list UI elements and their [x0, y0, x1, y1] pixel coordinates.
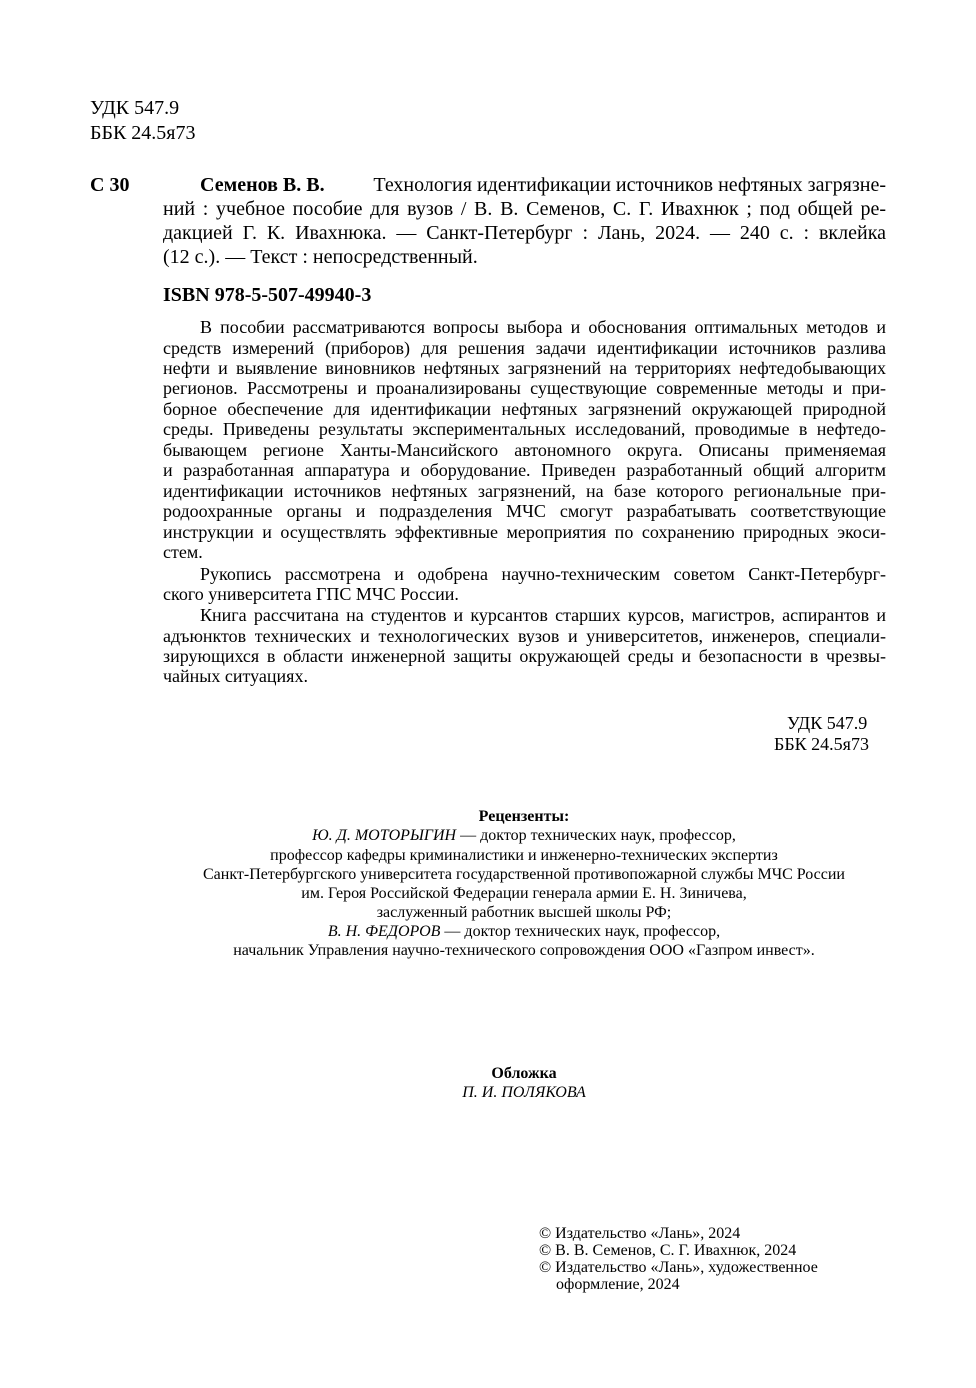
entry-author: Семенов В. В. — [200, 174, 325, 196]
abstract-line: В пособии рассматриваются вопросы выбора и обоснования оптимальных методов и — [200, 317, 886, 337]
entry-title-start: Технология идентификации источников нефтяных загрязне- — [373, 174, 886, 196]
reviewer-2-name: В. Н. ФЕДОРОВ — [327, 923, 441, 940]
abstract-line: средств измерений (приборов) для решения задачи идентификации источников разлива — [163, 338, 886, 358]
classification-udk: УДК 547.9 — [787, 713, 868, 733]
isbn: ISBN 978-5-507-49940-3 — [163, 284, 372, 306]
reviewers-heading: Рецензенты: — [478, 808, 570, 825]
reviewer-2-line: начальник Управления научно-технического сопровождения ООО «Газпром инвест». — [233, 942, 815, 959]
copyright-line: оформление, 2024 — [556, 1276, 680, 1293]
entry-line: (12 с.). — Текст : непосредственный. — [163, 246, 478, 268]
reviewer-1-name: Ю. Д. МОТОРЫГИН — [312, 827, 457, 844]
abstract-line: идентификации источников нефтяных загрязнений, на базе которого региональные при- — [163, 481, 886, 501]
abstract-line: родоохранные органы и подразделения МЧС смогут разрабатывать соответствующие — [163, 501, 886, 521]
abstract-line: Книга рассчитана на студентов и курсантов старших курсов, магистров, аспирантов и — [200, 605, 886, 625]
reviewer-1-line: профессор кафедры криминалистики и инженерно-технических экспертиз — [270, 847, 778, 864]
cover-artist: П. И. ПОЛЯКОВА — [462, 1084, 586, 1101]
abstract-line: адъюнктов технических и технологических вузов и университетов, инженеров, специали- — [163, 626, 886, 646]
cover-heading: Обложка — [491, 1065, 557, 1082]
abstract-line: среды. Приведены результаты экспериментальных исследований, проводимые в нефтедо- — [163, 419, 886, 439]
copyright-line: © Издательство «Лань», 2024 — [539, 1225, 741, 1242]
abstract-line: и разработанная аппаратура и оборудование. Приведен разработанный общий алгоритм — [163, 460, 886, 480]
abstract-line: регионов. Рассмотрены и проанализированы существующие современные методы и при- — [163, 378, 886, 398]
entry-line: ний : учебное пособие для вузов / В. В. Семенов, С. Г. Ивахнюк ; под общей ре- — [163, 198, 886, 220]
abstract-line: бывающем регионе Ханты-Мансийского автономного округа. Описаны применяемая — [163, 440, 886, 460]
reviewer-1-title: — доктор технических наук, профессор, — [456, 827, 736, 844]
abstract-line: нефти и выявление виновников нефтяных загрязнений на территориях нефтедобывающих — [163, 358, 886, 378]
entry-first-line — [200, 174, 886, 197]
abstract-line: ского университета ГПС МЧС России. — [163, 584, 459, 604]
abstract-line: борное обеспечение для идентификации нефтяных загрязнений окружающей природной — [163, 399, 886, 419]
copyright-line: © В. В. Семенов, С. Г. Ивахнюк, 2024 — [539, 1242, 797, 1259]
reviewer-1-line: Санкт-Петербургского университета государственной противопожарной службы МЧС России — [203, 866, 845, 883]
abstract-line: стем. — [163, 542, 203, 562]
abstract-line: инструкции и осуществлять эффективные мероприятия по сохранению природных экоси- — [163, 522, 886, 542]
reviewer-1-first-line — [0, 827, 976, 845]
header-bbk: ББК 24.5я73 — [90, 122, 196, 144]
abstract-line: Рукопись рассмотрена и одобрена научно-техническим советом Санкт-Петербург- — [200, 564, 886, 584]
abstract-line: чайных ситуациях. — [163, 666, 308, 686]
entry-line: дакцией Г. К. Ивахнюка. — Санкт-Петербург : Лань, 2024. — 240 с. : вклейка — [163, 222, 886, 244]
reviewer-1-line: им. Героя Российской Федерации генерала армии Е. Н. Зиничева, — [301, 885, 747, 902]
reviewer-2-title: — доктор технических наук, профессор, — [440, 923, 721, 940]
reviewer-2-first-line — [0, 923, 976, 941]
classification-bbk: ББК 24.5я73 — [774, 734, 869, 754]
header-udk: УДК 547.9 — [90, 97, 180, 119]
abstract-line: зирующихся в области инженерной защиты окружающей среды и безопасности в чрезвы- — [163, 646, 886, 666]
copyright-line: © Издательство «Лань», художественное — [539, 1259, 818, 1276]
entry-code: С 30 — [90, 174, 130, 196]
reviewer-1-line: заслуженный работник высшей школы РФ; — [376, 904, 672, 921]
